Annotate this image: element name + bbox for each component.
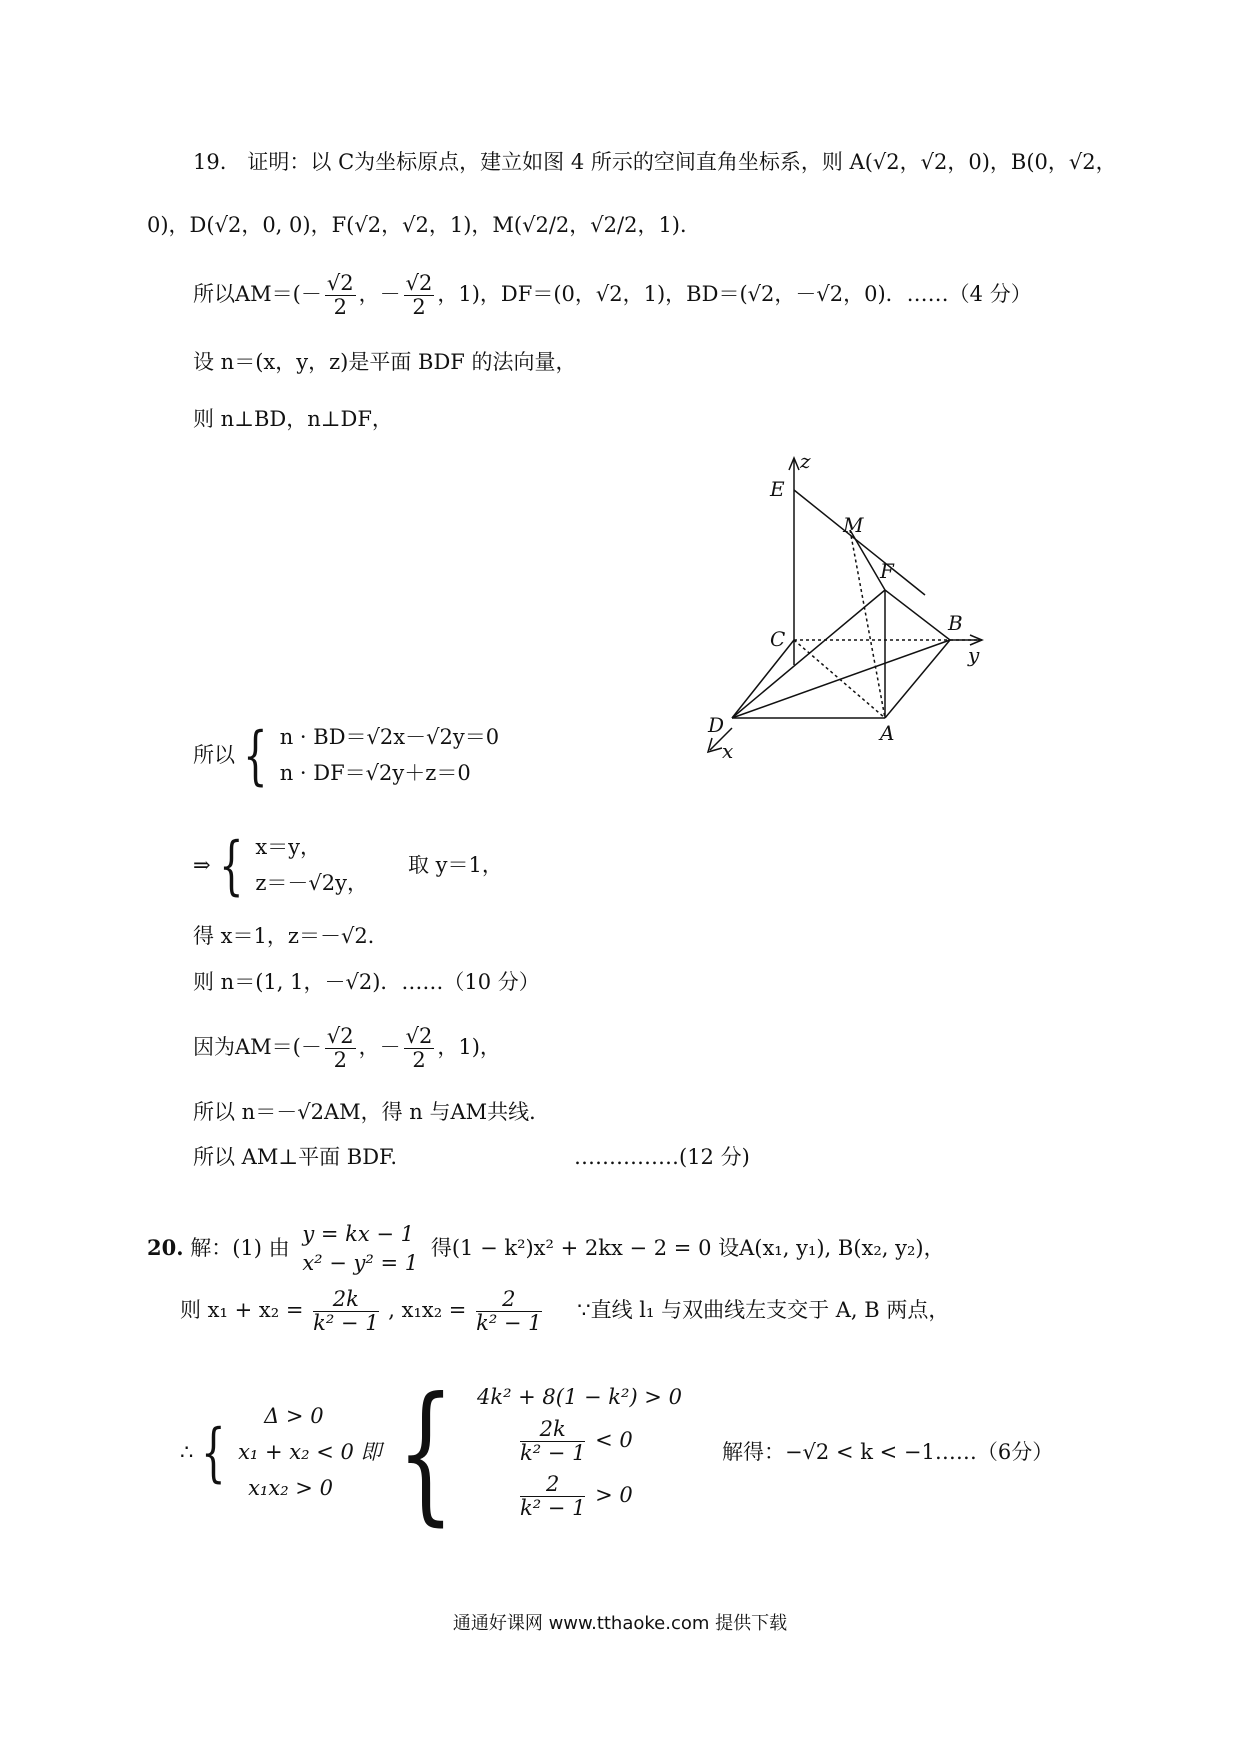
q20-cond-product: x₁x₂ > 0	[248, 1475, 333, 1500]
fraction: $\frac{√2}{2}$	[405, 271, 433, 320]
fraction: $\frac{2k}{\text{k² − 1}}$	[313, 1287, 379, 1336]
q19-am-mid: ，－	[358, 282, 401, 307]
q19-system-2	[193, 830, 503, 901]
fraction: $\frac{√2}{2}$	[326, 1024, 354, 1073]
q20-disc: 4k² + 8(1 − k²) > 0	[476, 1384, 682, 1409]
q19-am-post-2: ，1)，	[437, 1035, 501, 1060]
q19-am-prefix: 所以AM＝(－	[193, 282, 322, 307]
q20-quadratic: 得(1 − k²)x² + 2kx − 2 = 0 设A(x₁, y₁), B(x₂, y₂)，	[430, 1235, 945, 1260]
q20-because: ∵直线 l₁ 与双曲线左支交于 A, B 两点，	[577, 1298, 950, 1323]
q20-line-1	[147, 1220, 945, 1279]
therefore-icon: ∴	[180, 1440, 194, 1465]
q19-line-12: 所以 AM⊥平面 BDF.	[193, 1145, 398, 1169]
brace-icon: {	[218, 828, 244, 903]
q19-line-2: 0)，D(√2，0, 0)，F(√2，√2，1)，M(√2/2，√2/2，1)．	[147, 213, 701, 237]
label-a: A	[880, 721, 895, 745]
brace-icon: {	[243, 718, 268, 793]
label-f: F	[880, 559, 894, 583]
q19-score-12: ……………(12 分)	[574, 1145, 750, 1169]
q19-line-10	[193, 1025, 501, 1072]
q19-am-prefix-2: 因为AM＝(－	[193, 1035, 322, 1060]
q19-line-4: 设 n＝(x，y，z)是平面 BDF 的法向量，	[193, 350, 577, 374]
q20-eq-hyperbola: x² − y² = 1	[302, 1251, 419, 1276]
q20-cond-delta: Δ > 0	[264, 1404, 324, 1429]
q19-line-8: 得 x＝1，z＝－√2.	[193, 924, 375, 948]
q19-am-post: ，1)，DF＝(0，√2，1)，BD＝(√2，－√2，0)．……（4 分）	[437, 282, 1032, 307]
q19-so-label: 所以	[193, 743, 235, 768]
q20-eq-line: y = kx − 1	[302, 1222, 415, 1246]
q19-line-1: 19. 证明：以 C为坐标原点，建立如图 4 所示的空间直角坐标系，则 A(√2，√2，0)，B(0，√2，	[193, 150, 1117, 174]
label-e: E	[770, 477, 785, 501]
label-z: z	[800, 450, 811, 473]
label-x: x	[722, 739, 734, 763]
q19-eq-bd: n · BD＝√2x－√2y＝0	[279, 725, 500, 749]
brace-icon: {	[201, 1416, 226, 1490]
fraction: $\frac{2}{\text{k² − 1}}$	[476, 1287, 542, 1336]
q20-intro: 解：(1) 由	[190, 1235, 290, 1260]
q20-line-2	[180, 1288, 949, 1335]
q20-line-3	[180, 1366, 1054, 1540]
label-b: B	[948, 611, 963, 635]
q19-eq-df: n · DF＝√2y＋z＝0	[279, 760, 471, 785]
q20-prod-ineq: $\frac{2}{\text{k² − 1}}$ > 0	[519, 1472, 633, 1521]
q19-line-9: 则 n＝(1, 1，－√2)．……（10 分）	[193, 970, 540, 994]
page-footer: 通通好课网 www.tthaoke.com 提供下载	[452, 1613, 788, 1634]
brace-icon: {	[396, 1366, 454, 1540]
fraction: $\frac{√2}{2}$	[405, 1024, 433, 1073]
fraction: $\frac{√2}{2}$	[326, 271, 354, 320]
q19-take-y: 取 y＝1，	[408, 853, 503, 878]
q19-line-3	[193, 272, 1032, 319]
label-c: C	[770, 627, 786, 651]
label-y: y	[968, 643, 980, 667]
geometry-figure	[700, 450, 1000, 770]
q19-line-11: 所以 n＝－√2AM，得 n 与AM共线．	[193, 1100, 551, 1124]
q19-system-1	[193, 720, 499, 791]
q20-cond-sum: x₁ + x₂ < 0 即	[238, 1440, 382, 1465]
edge-fb	[885, 590, 950, 640]
edge-df	[732, 590, 885, 718]
q20-sum-label: 则 x₁ + x₂ =	[180, 1298, 304, 1323]
q19-eq-xy: x＝y，	[255, 835, 322, 859]
q20-sum-ineq: $\frac{2k}{\text{k² − 1}}$ < 0	[519, 1416, 633, 1465]
q20-solution: 解得：−√2 < k < −1……（6分）	[721, 1440, 1054, 1465]
fraction: $\frac{2k}{\text{k² − 1}}$	[519, 1416, 586, 1465]
q19-am-mid-2: ，－	[358, 1035, 401, 1060]
label-d: D	[708, 713, 725, 737]
q20-product-label: , x₁x₂ =	[388, 1298, 467, 1323]
fraction: $\frac{2}{\text{k² − 1}}$	[519, 1472, 586, 1521]
q20-number: 20.	[147, 1234, 184, 1260]
implies-icon: ⇒	[193, 853, 211, 878]
label-m: M	[843, 513, 864, 537]
q19-line-5: 则 n⊥BD，n⊥DF，	[193, 407, 393, 431]
q19-eq-z: z＝－√2y，	[255, 870, 368, 895]
